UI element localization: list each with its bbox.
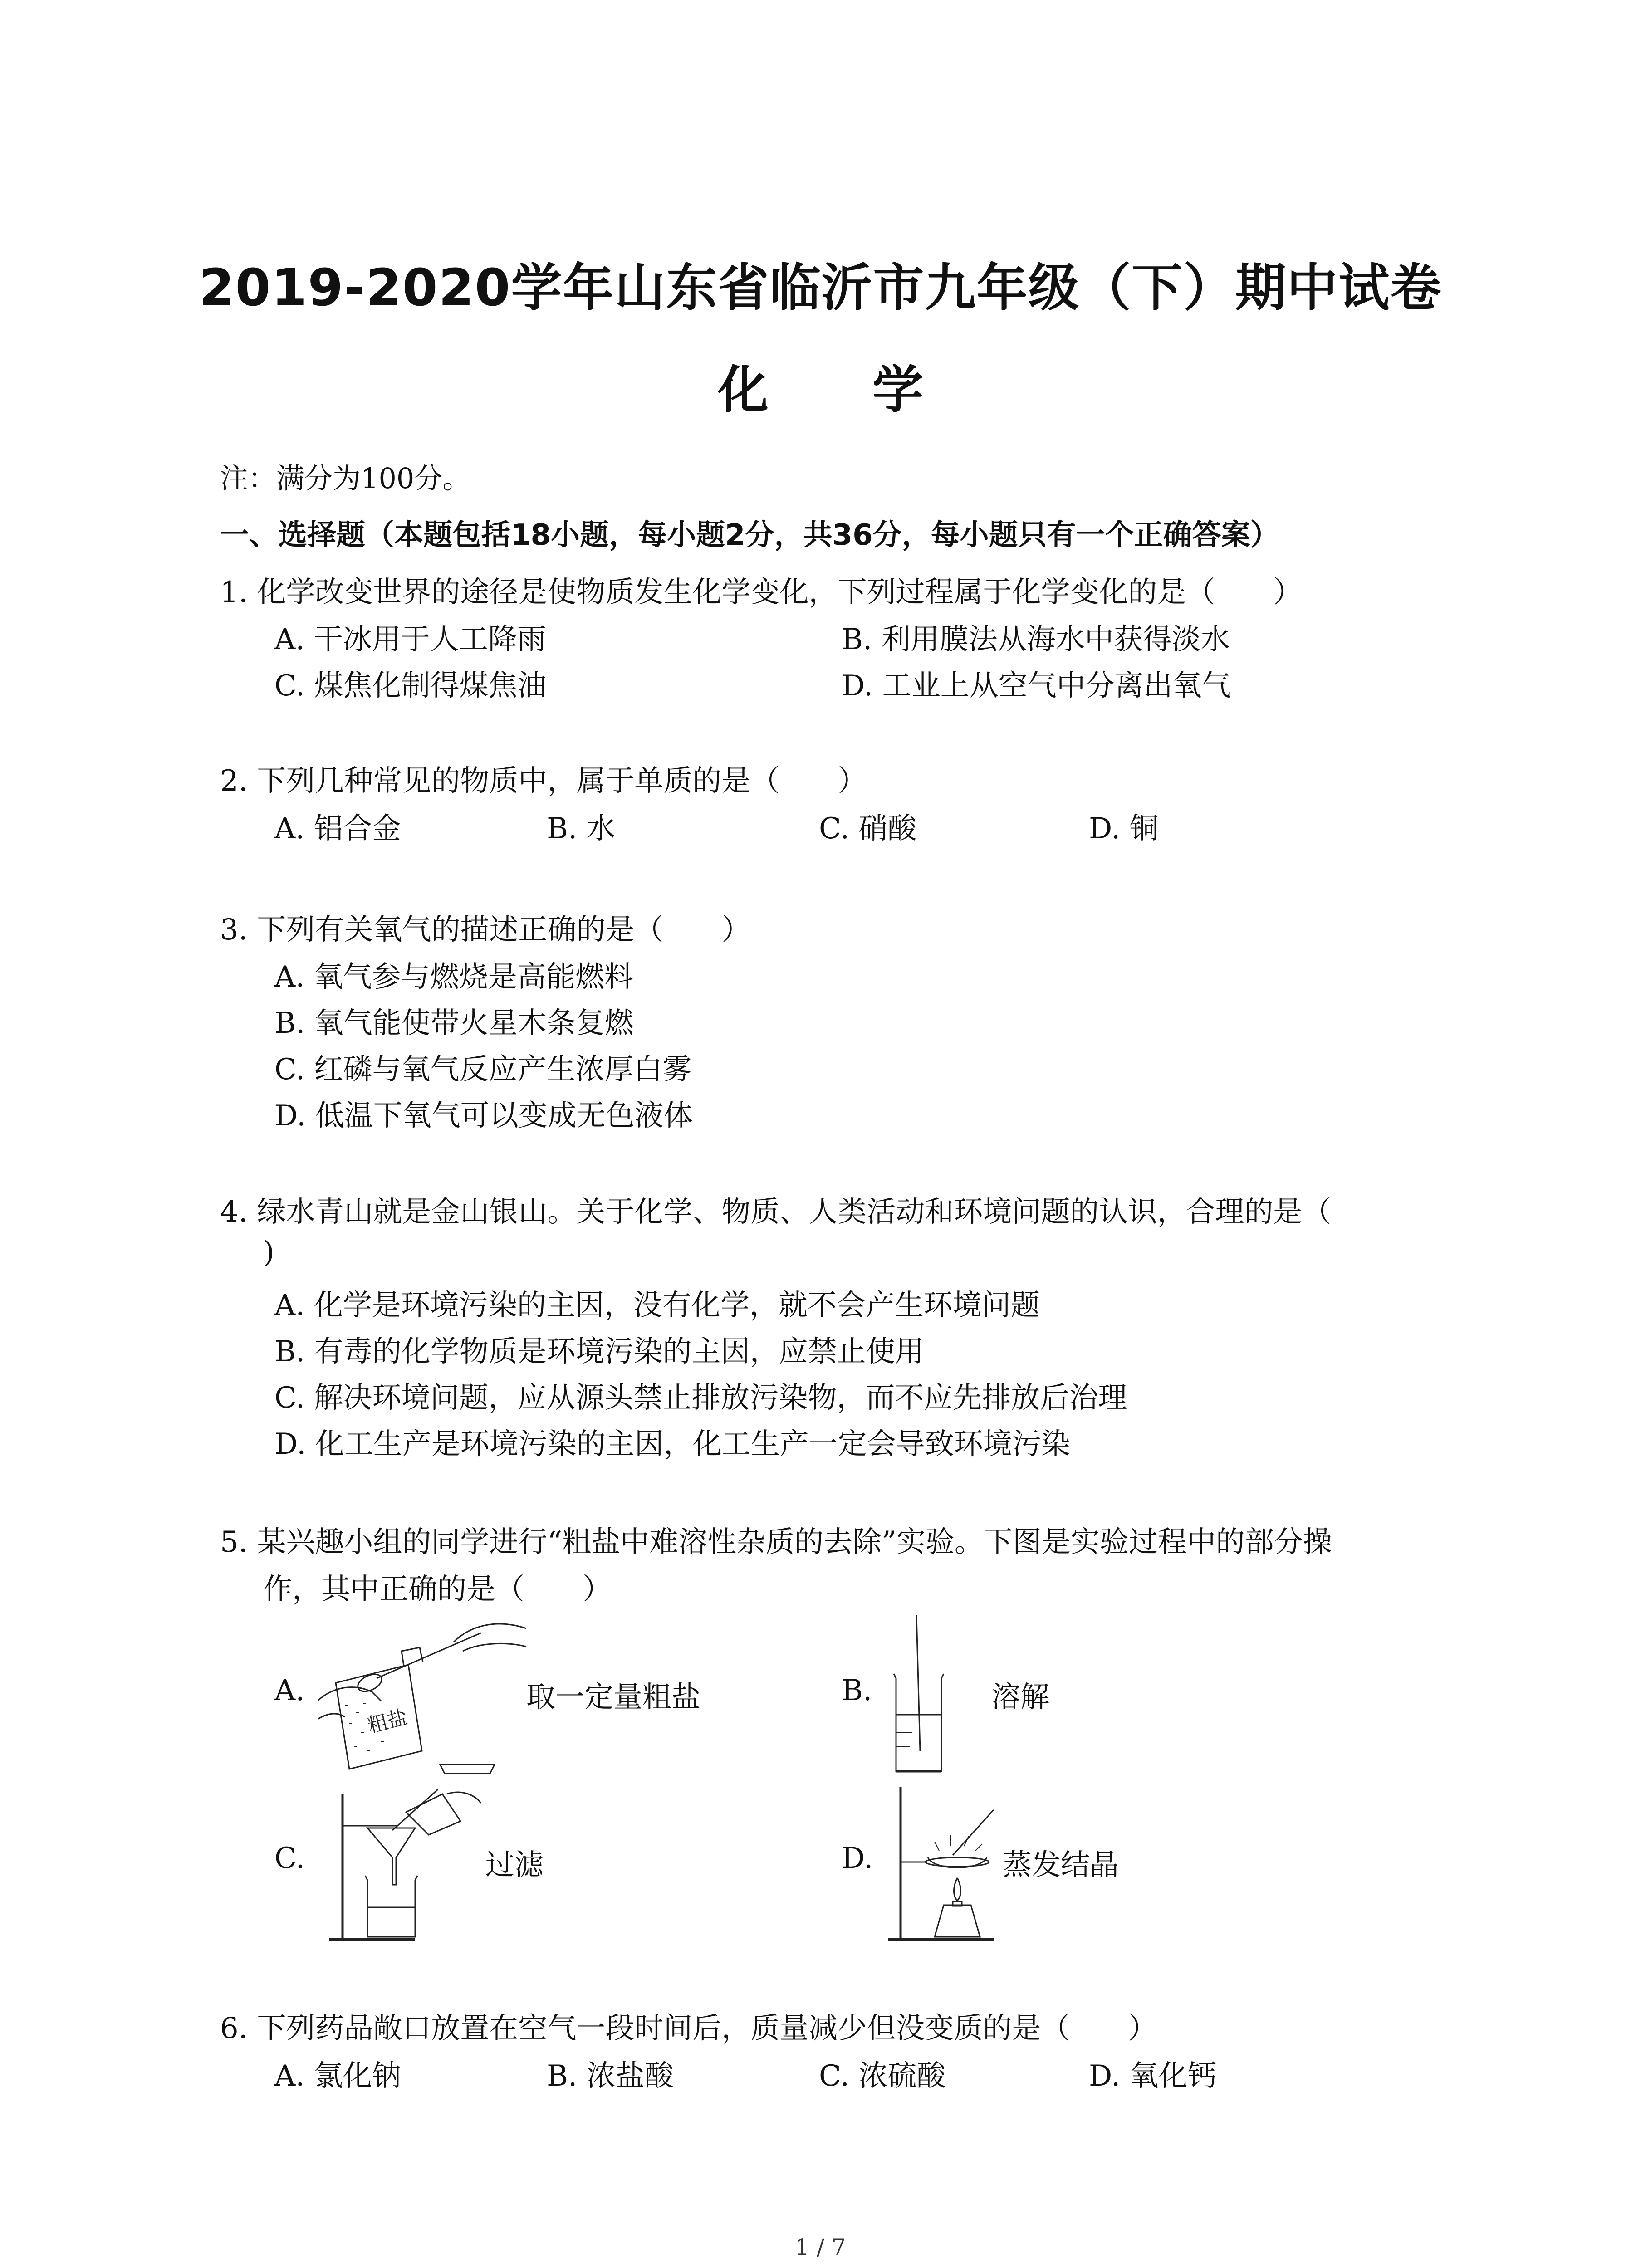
figure-evaporate	[885, 1783, 1016, 1955]
question-4-stem: 4. 绿水青山就是金山银山。关于化学、物质、人类活动和环境问题的认识，合理的是（	[220, 1195, 1332, 1229]
question-2-option-c: C. 硝酸	[819, 812, 917, 846]
score-note: 注：满分为100分。	[220, 462, 471, 495]
question-5-option-b: B.	[842, 1674, 872, 1707]
question-5-caption-d: 蒸发结晶	[1003, 1848, 1119, 1882]
question-1-option-b: B. 利用膜法从海水中获得淡水	[842, 623, 1230, 656]
question-1-option-c: C. 煤焦化制得煤焦油	[274, 669, 547, 703]
question-3-option-d: D. 低温下氧气可以变成无色液体	[274, 1099, 693, 1133]
question-4-option-a: A. 化学是环境污染的主因，没有化学，就不会产生环境问题	[274, 1289, 1040, 1322]
question-6-stem: 6. 下列药品敞口放置在空气一段时间后，质量减少但没变质的是（ ）	[220, 2012, 1157, 2045]
question-5-caption-b: 溶解	[991, 1681, 1049, 1714]
section-heading: 一、选择题（本题包括18小题，每小题2分，共36分，每小题只有一个正确答案）	[220, 518, 1279, 552]
page-title: 2019-2020学年山东省临沂市九年级（下）期中试卷	[199, 259, 1442, 318]
bottle-label: 粗盐	[365, 1705, 410, 1738]
figure-filter	[324, 1785, 483, 1953]
question-5-stem-cont: 作，其中正确的是（ ）	[263, 1573, 612, 1606]
question-4-option-d: D. 化工生产是环境污染的主因，化工生产一定会导致环境污染	[274, 1427, 1070, 1461]
question-5-caption-c: 过滤	[485, 1848, 544, 1882]
subject-title: 化 学	[718, 361, 966, 420]
question-5-caption-a: 取一定量粗盐	[526, 1681, 700, 1714]
question-5-option-a: A.	[274, 1674, 305, 1707]
question-2-option-b: B. 水	[547, 812, 616, 846]
question-4-option-b: B. 有毒的化学物质是环境污染的主因，应禁止使用	[274, 1335, 924, 1369]
question-1-option-d: D. 工业上从空气中分离出氧气	[842, 669, 1231, 703]
question-5-stem: 5. 某兴趣小组的同学进行“粗盐中难溶性杂质的去除”实验。下图是实验过程中的部分操	[220, 1525, 1332, 1559]
question-2-option-a: A. 铝合金	[274, 812, 401, 846]
page-number: 1 / 7	[795, 2234, 846, 2260]
question-3-option-c: C. 红磷与氧气反应产生浓厚白雾	[274, 1053, 692, 1086]
question-2-stem: 2. 下列几种常见的物质中，属于单质的是（ ）	[220, 764, 867, 798]
question-6-option-b: B. 浓盐酸	[547, 2059, 674, 2093]
question-3-option-a: A. 氧气参与燃烧是高能燃料	[274, 960, 633, 994]
question-3-stem: 3. 下列有关氧气的描述正确的是（ ）	[220, 913, 751, 947]
question-6-option-c: C. 浓硫酸	[819, 2059, 946, 2093]
question-5-option-c: C.	[274, 1842, 305, 1875]
figure-dissolve	[885, 1615, 953, 1778]
question-3-option-b: B. 氧气能使带火星木条复燃	[274, 1007, 634, 1040]
question-4-option-c: C. 解决环境问题，应从源头禁止排放污染物，而不应先排放后治理	[274, 1381, 1127, 1415]
question-2-option-d: D. 铜	[1089, 812, 1159, 846]
question-6-option-a: A. 氯化钠	[274, 2059, 401, 2093]
question-4-stem-cont: )	[263, 1236, 274, 1269]
question-5-option-d: D.	[842, 1842, 873, 1875]
question-6-option-d: D. 氧化钙	[1089, 2059, 1217, 2093]
question-1-stem: 1. 化学改变世界的途径是使物质发生化学变化，下列过程属于化学变化的是（ ）	[220, 576, 1303, 609]
question-1-option-a: A. 干冰用于人工降雨	[274, 623, 546, 656]
figure-take-salt	[318, 1615, 531, 1787]
